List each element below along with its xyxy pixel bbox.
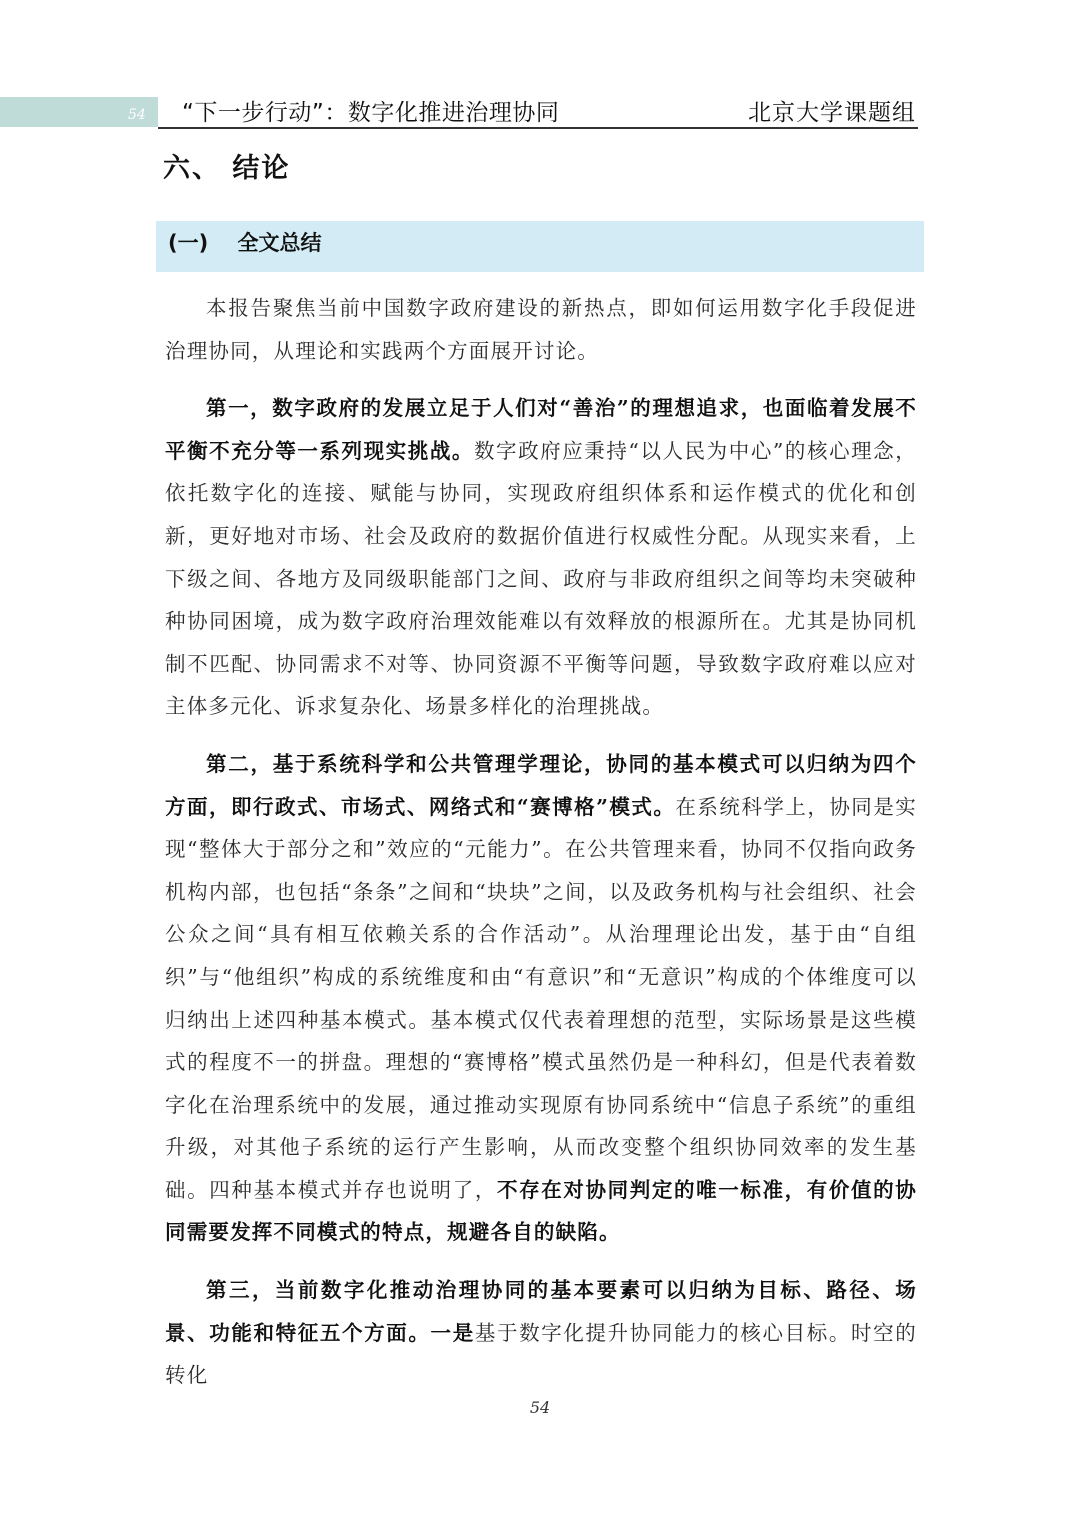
header-organization: 北京大学课题组 — [748, 100, 916, 126]
paragraph-lead: 第一，数字政府的发展立足于人们对“善治”的理想追求，也面临着发展不平衡不充分等一系列现实挑战。 — [165, 396, 917, 463]
paragraph-intro — [165, 287, 917, 372]
paragraph-first — [165, 387, 917, 728]
header-title: “下一步行动”：数字化推进治理协同 — [182, 100, 560, 126]
paragraph-body: 在系统科学上，协同是实现“整体大于部分之和”效应的“元能力”。在公共管理来看，协同不仅指向政务机构内部，也包括“条条”之间和“块块”之间，以及政务机构与社会组织、社会公众之间“具有相互依赖关系的合作活动”。从治理理论出发，基于由“自组织”与“他组织”构成的系统维度和由“有意识”和“无意识”构成的个体维度可以归纳出上述四种基本模式。基本模式仅代表着理想的范型，实际场景是这些模式的程度不一的拼盘。理想的“赛博格”模式虽然仍是一种科幻，但是代表着数字化在治理系统中的发展，通过推动实现原有协同系统中“信息子系统”的重组升级，对其他子系统的运行产生影响，从而改变整个组织协同效率的发生基础。四种基本模式并存也说明了， — [165, 794, 917, 1202]
paragraph-third — [165, 1269, 917, 1397]
paragraph-lead: 第三，当前数字化推动治理协同的基本要素可以归纳为目标、路径、场景、功能和特征五个方面。一是 — [165, 1278, 917, 1345]
section-heading: 六、 结论 — [163, 153, 291, 184]
paragraph-second — [165, 743, 917, 1254]
paragraph-body: 数字政府应秉持“以人民为中心”的核心理念，依托数字化的连接、赋能与协同，实现政府组织体系和运作模式的优化和创新，更好地对市场、社会及政府的数据价值进行权威性分配。从现实来看，上下级之间、各地方及同级职能部门之间、政府与非政府组织之间等均未突破种种协同困境，成为数字政府治理效能难以有效释放的根源所在。尤其是协同机制不匹配、协同需求不对等、协同资源不平衡等问题，导致数字政府难以应对主体多元化、诉求复杂化、场景多样化的治理挑战。 — [165, 438, 917, 719]
header-page-number: 54 — [128, 107, 146, 123]
paragraph-emphasis: 不存在对协同判定的唯一标准，有价值的协同需要发挥不同模式的特点，规避各自的缺陷。 — [165, 1177, 917, 1245]
paragraph-body: 基于数字化提升协同能力的核心目标。时空的转化 — [165, 1320, 917, 1388]
paragraph-body: 本报告聚焦当前中国数字政府建设的新热点，即如何运用数字化手段促进治理协同，从理论和实践两个方面展开讨论。 — [165, 296, 917, 363]
paragraph-lead: 第二，基于系统科学和公共管理学理论，协同的基本模式可以归纳为四个方面，即行政式、市场式、网络式和“赛博格”模式。 — [165, 751, 917, 819]
body-text — [165, 287, 917, 1397]
header-divider — [158, 127, 918, 129]
subsection-heading: (一) 全文总结 — [168, 231, 322, 255]
footer-page-number: 54 — [529, 1398, 551, 1417]
